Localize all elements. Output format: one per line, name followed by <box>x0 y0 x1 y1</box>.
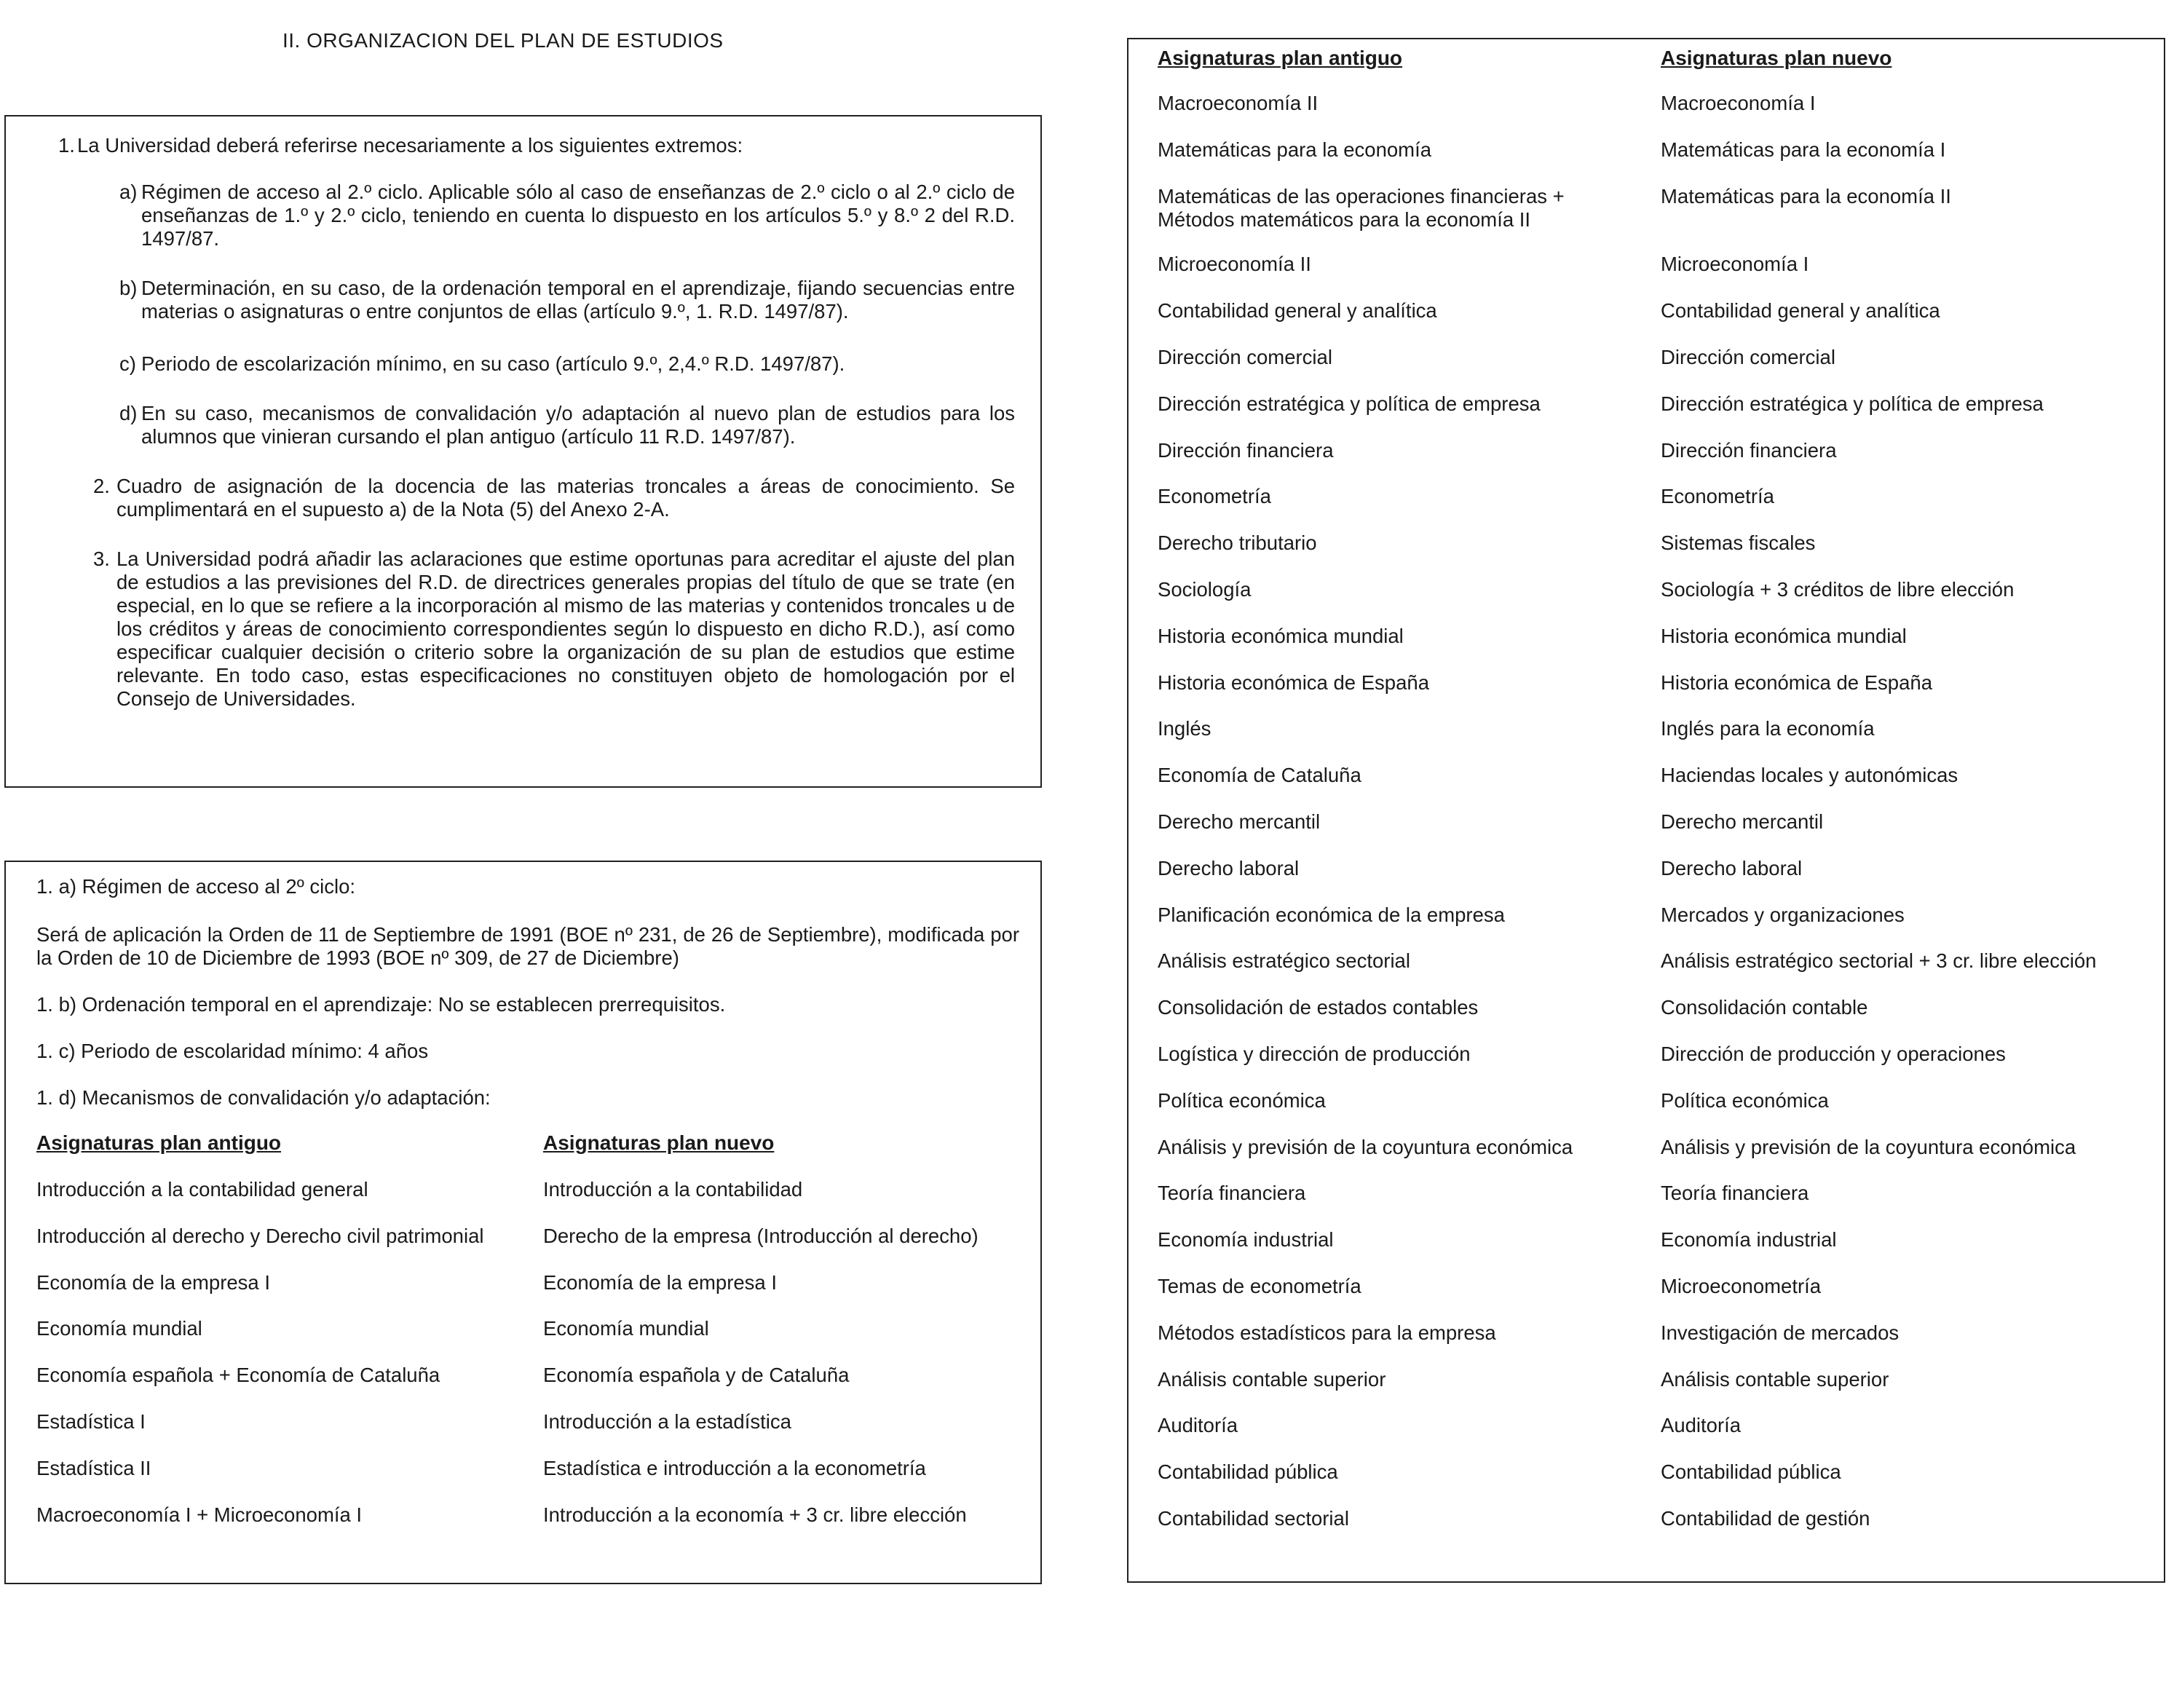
old-subject-cell: Análisis y previsión de la coyuntura económica <box>1158 1135 1573 1158</box>
item-c-text: Periodo de escolarización mínimo, en su caso (artículo 9.º, 2,4.º R.D. 1497/87). <box>141 352 845 375</box>
old-subject-cell: Análisis estratégico sectorial <box>1158 949 1410 973</box>
new-subject-cell: Mercados y organizaciones <box>1661 903 1905 926</box>
item-3-label: 3. <box>93 547 110 570</box>
new-subject-cell: Sociología + 3 créditos de libre elección <box>1661 578 2015 601</box>
old-subject-cell: Contabilidad sectorial <box>1158 1507 1349 1530</box>
old-subject-cell: Contabilidad pública <box>1158 1460 1338 1484</box>
old-subject-cell: Logística y dirección de producción <box>1158 1043 1471 1065</box>
old-subject-cell: Métodos estadísticos para la empresa <box>1158 1321 1496 1344</box>
old-subject-cell: Derecho tributario <box>1158 531 1317 555</box>
new-subject-cell: Economía industrial <box>1661 1228 1837 1252</box>
item-a-text: Régimen de acceso al 2.º ciclo. Aplicable sólo al caso de enseñanzas de 2.º ciclo o al 2.º ciclo de enseñanzas de 1.º y 2.º ciclo, teniendo en cuenta lo dispuesto en los artículos 5.º y 8.º 2 del R.D. 1497/87. <box>141 181 1015 250</box>
new-subject-cell: Microeconomía I <box>1661 253 1809 276</box>
adaptation-table-box <box>1127 38 2165 1583</box>
old-subject-cell: Matemáticas de las operaciones financieras + Métodos matemáticos para la economía II <box>1158 184 1565 231</box>
new-subject-cell: Auditoría <box>1661 1414 1742 1437</box>
new-subject-cell: Matemáticas para la economía II <box>1661 184 1951 207</box>
new-subject-cell: Microeconometría <box>1661 1275 1822 1297</box>
old-subject-cell: Matemáticas para la economía <box>1158 138 1432 161</box>
new-subject-cell: Economía española y de Cataluña <box>543 1364 850 1387</box>
new-subject-cell: Inglés para la economía <box>1661 717 1875 740</box>
new-subject-cell: Historia económica mundial <box>1661 624 1907 647</box>
new-subject-cell: Haciendas locales y autonómicas <box>1661 764 1958 787</box>
old-subject-cell: Temas de econometría <box>1158 1275 1361 1297</box>
item-c <box>119 352 1015 376</box>
old-subject-cell: Economía mundial <box>36 1317 202 1340</box>
old-subject-cell: Planificación económica de la empresa <box>1158 903 1505 926</box>
old-subject-cell: Auditoría <box>1158 1414 1238 1437</box>
new-subject-cell: Derecho laboral <box>1661 856 1803 879</box>
new-subject-cell: Matemáticas para la economía I <box>1661 138 1946 161</box>
new-subject-cell: Econometría <box>1661 485 1774 508</box>
old-subject-cell: Derecho mercantil <box>1158 810 1321 833</box>
new-subject-cell: Contabilidad general y analítica <box>1661 299 1940 323</box>
old-subject-cell: Historia económica mundial <box>1158 624 1404 647</box>
new-subject-cell: Consolidación contable <box>1661 996 1868 1019</box>
new-subject-cell: Investigación de mercados <box>1661 1321 1900 1344</box>
new-subject-cell: Análisis y previsión de la coyuntura económica <box>1661 1135 2076 1158</box>
item-c-label: c) <box>119 352 136 375</box>
item-d <box>119 402 1015 448</box>
item-a <box>119 181 1015 250</box>
item-1-label: 1. <box>58 134 75 157</box>
item-b-label: b) <box>119 277 138 299</box>
new-subject-cell: Macroeconomía I <box>1661 92 1816 114</box>
item-3-text: La Universidad podrá añadir las aclaraciones que estime oportunas para acreditar el ajuste del plan de estudios a las previsiones del R.D. de directrices generales propias del título de que se trate (en especial, en lo que se refiere a la incorporación al mismo de las materias y contenidos troncales u de los créditos y áreas de conocimiento correspondientes según lo dispuesto en dicho R.D.), así como especificar cualquier decisión o criterio sobre la organización de su plan de estudios que estime relevante. En todo caso, estas especificaciones no constituyen objeto de homologación por el Consejo de Universidades. <box>116 547 1015 710</box>
old-subject-cell: Dirección comercial <box>1158 346 1332 368</box>
item-d-label: d) <box>119 402 138 424</box>
old-subject-cell: Política económica <box>1158 1088 1326 1112</box>
old-subject-cell: Estadística I <box>36 1410 146 1433</box>
new-subject-cell: Sistemas fiscales <box>1661 531 1816 555</box>
new-subject-cell: Estadística e introducción a la econometría <box>543 1456 926 1479</box>
instructions-box <box>4 115 1042 788</box>
new-subject-cell: Introducción a la contabilidad <box>543 1178 803 1201</box>
order-text: 1. b) Ordenación temporal en el aprendizaje: No se establecen prerrequisitos. <box>36 993 726 1016</box>
new-subject-cell: Teoría financiera <box>1661 1182 1809 1205</box>
new-subject-cell: Economía de la empresa I <box>543 1270 778 1294</box>
old-subject-cell: Análisis contable superior <box>1158 1367 1386 1391</box>
new-subject-cell: Dirección de producción y operaciones <box>1661 1043 2006 1065</box>
new-subject-cell: Dirección financiera <box>1661 438 1837 462</box>
item-b-text: Determinación, en su caso, de la ordenación temporal en el aprendizaje, fijando secuencias entre materias o asignaturas o entre conjuntos de ellas (artículo 9.º, 1. R.D. 1497/87). <box>141 277 1015 323</box>
new-subject-cell: Derecho de la empresa (Introducción al derecho) <box>543 1224 979 1247</box>
item-3 <box>93 547 1015 711</box>
old-subject-cell: Economía de Cataluña <box>1158 764 1361 787</box>
access-heading: 1. a) Régimen de acceso al 2º ciclo: <box>36 875 356 898</box>
old-subject-cell: Teoría financiera <box>1158 1182 1306 1205</box>
item-2 <box>93 475 1015 521</box>
old-subject-cell: Consolidación de estados contables <box>1158 996 1479 1019</box>
old-subject-cell: Econometría <box>1158 485 1271 508</box>
new-subject-cell: Introducción a la estadística <box>543 1410 791 1433</box>
old-subject-cell: Dirección estratégica y política de empresa <box>1158 392 1541 415</box>
old-subject-cell: Economía española + Economía de Cataluña <box>36 1364 440 1387</box>
item-1-text: La Universidad deberá referirse necesariamente a los siguientes extremos: <box>77 134 743 157</box>
old-subject-cell: Contabilidad general y analítica <box>1158 299 1437 323</box>
item-1 <box>58 134 995 157</box>
page-title: II. ORGANIZACION DEL PLAN DE ESTUDIOS <box>282 29 724 52</box>
item-2-label: 2. <box>93 475 110 497</box>
period-text: 1. c) Periodo de escolaridad mínimo: 4 años <box>36 1040 429 1062</box>
new-plan-header: Asignaturas plan nuevo <box>1661 47 1892 69</box>
new-subject-cell: Historia económica de España <box>1661 671 1932 694</box>
new-subject-cell: Análisis contable superior <box>1661 1367 1889 1391</box>
mechanisms-heading: 1. d) Mecanismos de convalidación y/o adaptación: <box>36 1086 491 1109</box>
item-a-label: a) <box>119 181 138 203</box>
new-subject-cell: Economía mundial <box>543 1317 709 1340</box>
new-subject-cell: Dirección estratégica y política de empresa <box>1661 392 2044 415</box>
old-plan-header: Asignaturas plan antiguo <box>36 1131 282 1154</box>
old-subject-cell: Sociología <box>1158 578 1252 601</box>
old-subject-cell: Inglés <box>1158 717 1211 740</box>
old-subject-cell: Macroeconomía I + Microeconomía I <box>36 1503 363 1526</box>
item-b <box>119 277 1015 323</box>
old-subject-cell: Dirección financiera <box>1158 438 1334 462</box>
new-subject-cell: Derecho mercantil <box>1661 810 1824 833</box>
old-subject-cell: Derecho laboral <box>1158 856 1300 879</box>
old-subject-cell: Historia económica de España <box>1158 671 1429 694</box>
old-subject-cell: Economía industrial <box>1158 1228 1334 1252</box>
old-subject-cell: Economía de la empresa I <box>36 1270 271 1294</box>
new-plan-header: Asignaturas plan nuevo <box>543 1131 775 1154</box>
access-text: Será de aplicación la Orden de 11 de Septiembre de 1991 (BOE nº 231, de 26 de Septiembre), modificada por la Orden de 10 de Diciembre de 1993 (BOE nº 309, de 27 de Diciembre) <box>36 923 1019 969</box>
old-plan-header: Asignaturas plan antiguo <box>1158 47 1403 69</box>
old-subject-cell: Estadística II <box>36 1456 151 1479</box>
old-subject-cell: Microeconomía II <box>1158 253 1311 276</box>
item-d-text: En su caso, mecanismos de convalidación y/o adaptación al nuevo plan de estudios para los alumnos que vinieran cursando el plan antiguo (artículo 11 R.D. 1497/87). <box>141 402 1015 448</box>
new-subject-cell: Política económica <box>1661 1088 1829 1112</box>
new-subject-cell: Introducción a la economía + 3 cr. libre elección <box>543 1503 967 1526</box>
old-subject-cell: Macroeconomía II <box>1158 92 1319 114</box>
new-subject-cell: Dirección comercial <box>1661 346 1835 368</box>
old-subject-cell: Introducción a la contabilidad general <box>36 1178 368 1201</box>
old-subject-cell: Introducción al derecho y Derecho civil patrimonial <box>36 1224 484 1247</box>
item-2-text: Cuadro de asignación de la docencia de las materias troncales a áreas de conocimiento. Se cumplimentará en el supuesto a) de la Nota (5) del Anexo 2-A. <box>116 475 1015 521</box>
new-subject-cell: Análisis estratégico sectorial + 3 cr. libre elección <box>1661 949 2097 973</box>
new-subject-cell: Contabilidad pública <box>1661 1460 1841 1484</box>
new-subject-cell: Contabilidad de gestión <box>1661 1507 1870 1530</box>
adaptation-box <box>4 861 1042 1584</box>
